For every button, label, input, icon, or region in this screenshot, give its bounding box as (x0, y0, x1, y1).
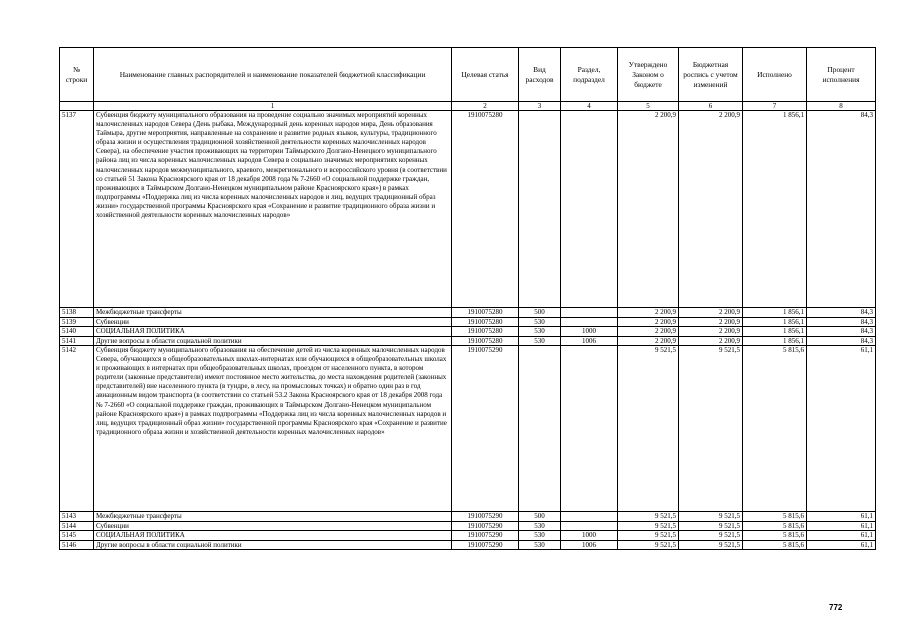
row-type: 530 (519, 521, 561, 531)
header-row (60, 48, 876, 102)
column-number: 2 (452, 102, 519, 111)
row-percent: 61,1 (807, 346, 876, 512)
row-target: 1910075290 (452, 521, 519, 531)
row-percent: 61,1 (807, 540, 876, 550)
table-row (60, 512, 876, 522)
row-number: 5139 (60, 317, 94, 327)
row-number: 5137 (60, 111, 94, 308)
column-number: 6 (679, 102, 743, 111)
row-budget: 9 521,5 (679, 540, 743, 550)
row-approved: 2 200,9 (618, 111, 679, 308)
header-executed: Исполнено (743, 48, 807, 102)
row-approved: 2 200,9 (618, 336, 679, 346)
row-target: 1910075290 (452, 531, 519, 541)
header-section: Раздел, подраздел (561, 48, 618, 102)
row-percent: 84,3 (807, 336, 876, 346)
row-executed: 1 856,1 (743, 317, 807, 327)
header-target: Целевая статья (452, 48, 519, 102)
row-target: 1910075280 (452, 308, 519, 318)
row-percent: 84,3 (807, 317, 876, 327)
row-name: СОЦИАЛЬНАЯ ПОЛИТИКА (94, 531, 452, 541)
row-section: 1006 (561, 540, 618, 550)
row-executed: 1 856,1 (743, 111, 807, 308)
column-number-row (60, 102, 876, 111)
row-type: 530 (519, 531, 561, 541)
row-budget: 2 200,9 (679, 308, 743, 318)
row-type: 530 (519, 540, 561, 550)
row-section: 1000 (561, 531, 618, 541)
header-name: Наименование главных распорядителей и наименование показателей бюджетной классификации (94, 48, 452, 102)
row-executed: 1 856,1 (743, 327, 807, 337)
row-approved: 2 200,9 (618, 327, 679, 337)
table-row (60, 336, 876, 346)
row-number: 5146 (60, 540, 94, 550)
row-type: 530 (519, 336, 561, 346)
table-row (60, 521, 876, 531)
row-budget: 9 521,5 (679, 512, 743, 522)
row-section (561, 512, 618, 522)
row-target: 1910075290 (452, 512, 519, 522)
row-number: 5140 (60, 327, 94, 337)
row-number: 5143 (60, 512, 94, 522)
row-approved: 9 521,5 (618, 512, 679, 522)
column-number: 5 (618, 102, 679, 111)
row-section: 1000 (561, 327, 618, 337)
row-number: 5141 (60, 336, 94, 346)
row-section (561, 111, 618, 308)
table-row (60, 540, 876, 550)
row-budget: 2 200,9 (679, 317, 743, 327)
column-number: 8 (807, 102, 876, 111)
row-name: Субвенции (94, 317, 452, 327)
table-row (60, 308, 876, 318)
row-executed: 5 815,6 (743, 540, 807, 550)
row-budget: 2 200,9 (679, 336, 743, 346)
row-type: 530 (519, 317, 561, 327)
row-budget: 9 521,5 (679, 346, 743, 512)
row-name: Субвенции (94, 521, 452, 531)
header-approved: Утверждено Законом о бюджете (618, 48, 679, 102)
row-target: 1910075280 (452, 336, 519, 346)
column-number: 3 (519, 102, 561, 111)
row-name: Другие вопросы в области социальной политики (94, 540, 452, 550)
row-budget: 2 200,9 (679, 327, 743, 337)
row-name: Межбюджетные трансферты (94, 308, 452, 318)
row-percent: 84,3 (807, 111, 876, 308)
row-percent: 61,1 (807, 521, 876, 531)
row-target: 1910075290 (452, 540, 519, 550)
header-type: Вид расходов (519, 48, 561, 102)
row-approved: 9 521,5 (618, 521, 679, 531)
row-target: 1910075280 (452, 111, 519, 308)
row-section (561, 346, 618, 512)
row-target: 1910075280 (452, 327, 519, 337)
row-name: Межбюджетные трансферты (94, 512, 452, 522)
row-approved: 9 521,5 (618, 346, 679, 512)
row-type: 530 (519, 327, 561, 337)
row-type (519, 111, 561, 308)
row-section (561, 317, 618, 327)
row-executed: 5 815,6 (743, 512, 807, 522)
table-row (60, 111, 876, 308)
header-row-num: № строки (60, 48, 94, 102)
header-percent: Процент исполнения (807, 48, 876, 102)
row-percent: 84,3 (807, 308, 876, 318)
table-row (60, 346, 876, 512)
budget-table (59, 47, 876, 550)
row-type: 500 (519, 308, 561, 318)
row-number: 5138 (60, 308, 94, 318)
row-name: Субвенция бюджету муниципального образования на обеспечение детей из числа коренных малочисленных народов Севера, обучающихся в общеобразовательных школах-интернатах или обучающихся в общеобразовательных школах и проживающих в интернатах при общеобразовательных школах, проездом от населенного пункта, в котором родители (законные представители) имеют постоянное место жительства, до места нахождения родителей (законных представителей) вне населенного пункта (в тундре, в лесу, на промысловых точках) и обратно один раз в год авиационным видом транспорта (в соответствии со статьей 53.2 Закона Красноярского края от 18 декабря 2008 года № 7-2660 «О социальной поддержке граждан, проживающих в Таймырском Долгано-Ненецком муниципальном районе Красноярского края») в рамках подпрограммы «Поддержка лиц из числа коренных малочисленных народов и лиц, ведущих традиционный образ жизни» государственной программы Красноярского края «Сохранение и развитие традиционного образа жизни и хозяйственной деятельности коренных малочисленных народов» (94, 346, 452, 512)
row-target: 1910075280 (452, 317, 519, 327)
row-section (561, 521, 618, 531)
row-approved: 2 200,9 (618, 308, 679, 318)
row-executed: 5 815,6 (743, 521, 807, 531)
row-executed: 5 815,6 (743, 531, 807, 541)
row-section (561, 308, 618, 318)
row-approved: 9 521,5 (618, 540, 679, 550)
row-target: 1910075290 (452, 346, 519, 512)
row-approved: 2 200,9 (618, 317, 679, 327)
column-number: 1 (94, 102, 452, 111)
row-executed: 1 856,1 (743, 308, 807, 318)
row-budget: 9 521,5 (679, 521, 743, 531)
row-name: Субвенция бюджету муниципального образования на проведение социально значимых мероприятий коренных малочисленных народов Севера (День рыбака, Международный день коренных народов мира, День образования Таймыра, другие мероприятия, направленные на сохранение и развитие родных языков, культуры, традиционного образа жизни и осуществления традиционной хозяйственной деятельности коренных малочисленных народов Севера), на обеспечение участия проживающих на территории Таймырского Долгано-Ненецкого муниципального района лиц из числа коренных малочисленных народов Севера в социально значимых мероприятиях коренных малочисленных народов межмуниципального, краевого, межрегионального и всероссийского уровня (в соответствии со статьей 51 Закона Красноярского края от 18 декабря 2008 года № 7-2660 «О социальной поддержке граждан, проживающих в Таймырском Долгано-Ненецком муниципальном районе Красноярского края») в рамках подпрограммы «Поддержка лиц из числа коренных малочисленных народов и лиц, ведущих традиционный образ жизни» государственной программы Красноярского края «Сохранение и развитие традиционного образа жизни и хозяйственной деятельности коренных малочисленных народов» (94, 111, 452, 308)
row-percent: 61,1 (807, 531, 876, 541)
row-name: Другие вопросы в области социальной политики (94, 336, 452, 346)
row-section: 1006 (561, 336, 618, 346)
table-row (60, 317, 876, 327)
table-row (60, 327, 876, 337)
row-number: 5145 (60, 531, 94, 541)
header-budget-list: Бюджетная роспись с учетом изменений (679, 48, 743, 102)
row-budget: 2 200,9 (679, 111, 743, 308)
row-type: 500 (519, 512, 561, 522)
page-number: 772 (829, 603, 843, 612)
row-number: 5144 (60, 521, 94, 531)
row-type (519, 346, 561, 512)
row-name: СОЦИАЛЬНАЯ ПОЛИТИКА (94, 327, 452, 337)
column-number: 4 (561, 102, 618, 111)
row-percent: 84,3 (807, 327, 876, 337)
row-executed: 5 815,6 (743, 346, 807, 512)
row-number: 5142 (60, 346, 94, 512)
row-approved: 9 521,5 (618, 531, 679, 541)
row-executed: 1 856,1 (743, 336, 807, 346)
row-budget: 9 521,5 (679, 531, 743, 541)
table-row (60, 531, 876, 541)
row-percent: 61,1 (807, 512, 876, 522)
column-number: 7 (743, 102, 807, 111)
